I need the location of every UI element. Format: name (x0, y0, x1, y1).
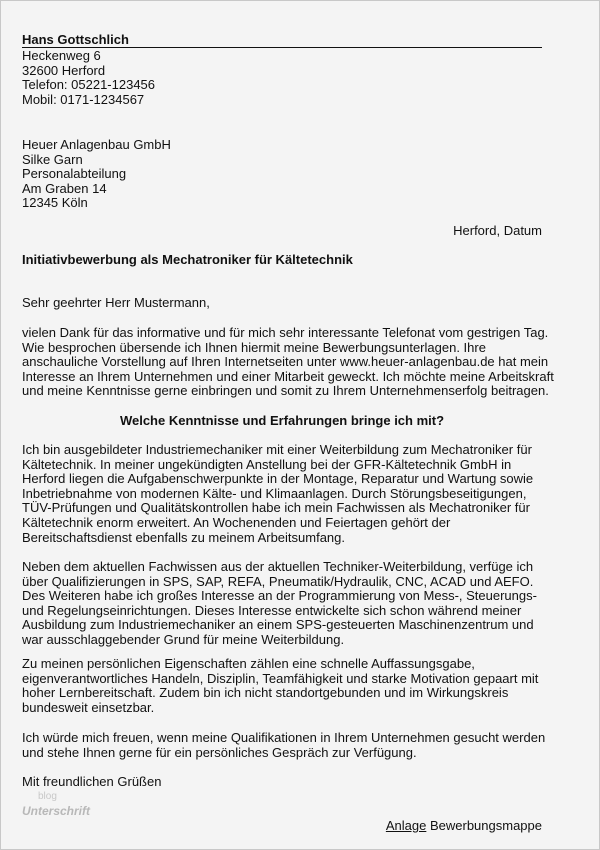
text-line: Kältetechnik enorm erweitert. An Wochenenden und Feiertagen gehört der (22, 514, 451, 530)
text-line: Ich bin ausgebildeter Industriemechaniker mit einer Weiterbildung zum Mechatroniker für (22, 442, 532, 457)
place-date: Herford, Datum (453, 223, 542, 238)
text-line: Heckenweg 6 (22, 48, 101, 63)
text-line: hoher Lernbereitschaft. Zudem bin ich nicht standortgebunden und im Wirkungskreis (22, 685, 509, 701)
text-line: Personalabteilung (22, 166, 127, 182)
text-line: anschauliche Vorstellung auf Ihren Internetseiten unter www.heuer-anlagenbau.de hat mein (22, 354, 549, 370)
text-line: Silke Garn (22, 151, 83, 167)
text-line: Kältetechnik. In meiner ungekündigten Anstellung bei der GFR-Kältetechnik GmbH in (22, 456, 512, 472)
text-line: Des Weiteren habe ich großes Interesse an der Programmierung von Mess-, Steuerungs- (22, 588, 537, 604)
attachment-note (386, 819, 542, 834)
text-line: und Regelungseinrichtungen. Dieses Interesse entwickelte sich schon während meiner (22, 602, 522, 618)
text-line: 32600 Herford (22, 62, 106, 78)
text-line: und meine Kenntnisse gerne einbringen und somit zu Ihrem Unternehmenserfolg beitragen. (22, 383, 549, 399)
text-line: Herford liegen die Aufgabenschwerpunkte in der Montage, Reparatur und Wartung sowie (22, 471, 534, 487)
signature-placeholder: Unterschrift (22, 804, 91, 818)
salutation: Sehr geehrter Herr Mustermann, (22, 295, 210, 310)
text-line: Zu meinen persönlichen Eigenschaften zählen eine schnelle Auffassungsgabe, (22, 656, 475, 671)
text-line: Inbetriebnahme von modernen Kälte- und Klimaanlagen. Durch Störungsbeseitigungen, (22, 485, 527, 501)
paragraph-closing (22, 731, 545, 760)
sender-name: Hans Gottschlich (22, 32, 129, 47)
text-line: eigenverantwortliches Handeln, Disziplin, Teamfähigkeit und starke Motivation gepaart mit (22, 670, 539, 686)
text-line: Ausbildung zum Industriemechaniker an einem SPS-gesteuerten Maschinenzentrum und (22, 617, 534, 633)
attachment-label: Anlage (385, 818, 427, 833)
text-line: TÜV-Prüfungen und Qualitätskontrollen habe ich mein Fachwissen als Mechatroniker für (22, 500, 530, 516)
text-line: 12345 Köln (22, 195, 88, 211)
text-line: Wie besprochen übersende ich Ihnen hiermit meine Bewerbungsunterlagen. Ihre (22, 339, 486, 355)
text-line: bundesweit einsetzbar. (22, 699, 155, 715)
watermark: blog (38, 791, 57, 802)
paragraph-experience (22, 443, 533, 545)
closing-greeting: Mit freundlichen Grüßen (22, 774, 162, 789)
text-line: und stehe Ihnen gerne für ein persönliches Gespräch zur Verfügung. (22, 744, 417, 760)
recipient-address (22, 138, 171, 211)
text-line: Mobil: 0171-1234567 (22, 91, 145, 107)
text-line: war ausschlaggebender Grund für meine Weiterbildung. (22, 631, 345, 647)
section-heading: Welche Kenntnisse und Erfahrungen bringe ich mit? (119, 413, 445, 428)
attachment-text: Bewerbungsmappe (429, 818, 542, 833)
text-line: über Qualifizierungen in SPS, SAP, REFA, Pneumatik/Hydraulik, CNC, ACAD und AEFO. (22, 573, 534, 589)
text-line: Neben dem aktuellen Fachwissen aus der aktuellen Techniker-Weiterbildung, verfüge ich (22, 559, 534, 574)
text-line: vielen Dank für das informative und für mich sehr interessante Telefonat vom gestrigen Tag. (22, 325, 549, 340)
sender-address (22, 49, 155, 107)
text-line: Telefon: 05221-123456 (22, 77, 156, 93)
text-line: Interesse an Ihrem Unternehmen und einer Mitarbeit geweckt. Ich möchte meine Arbeitskraft (22, 368, 554, 384)
text-line: Ich würde mich freuen, wenn meine Qualifikationen in Ihrem Unternehmen gesucht werden (22, 730, 546, 745)
paragraph-personal (22, 657, 538, 715)
text-line: Am Graben 14 (22, 180, 107, 196)
text-line: Bereitschaftsdienst ebenfalls zu meinem Arbeitsumfang. (22, 529, 346, 545)
subject-line: Initiativbewerbung als Mechatroniker für Kältetechnik (22, 252, 353, 267)
paragraph-intro (22, 326, 554, 399)
text-line: Heuer Anlagenbau GmbH (22, 137, 171, 152)
paragraph-qualifications (22, 560, 537, 648)
